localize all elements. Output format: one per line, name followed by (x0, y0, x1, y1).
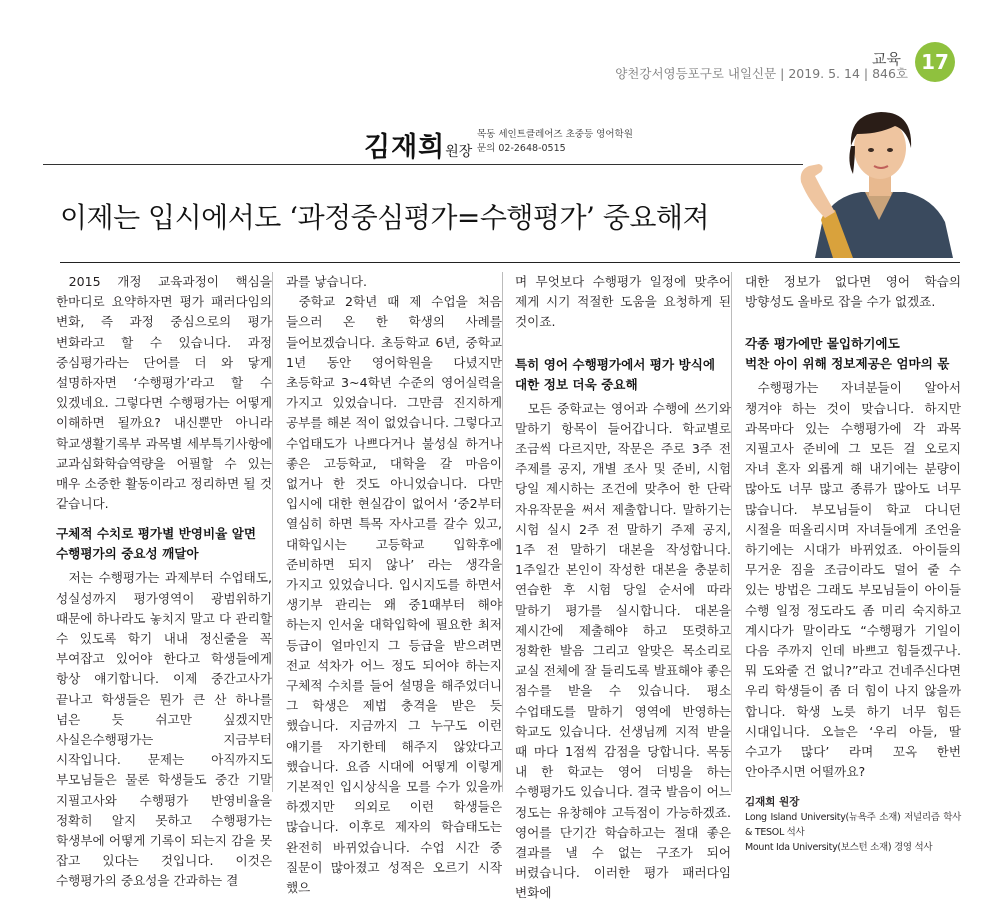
paragraph: 수행평가는 자녀분들이 알아서 챙겨야 하는 것이 맞습니다. 하지만 과목마다 있는 수행평가에 각 과목 지필고사 준비에 그 모든 걸 오로지 자녀 혼자 외롭게 해 내기에는 분량이 많아도 너무 많고 종류가 많아도 너무 많습니다. 부모님들이 학교 다니던 시절을 떠올리시며 자녀들에게 조언을 하기에는 시대가 바뀌었죠. 아이들의 무거운 짐을 조금이라도 덜어 줄 수 있는 방법은 그래도 부모님들이 아이들 수행 일정 정도라도 좀 미리 숙지하고 계시다가 말이라도 “수행평가 기일이 다음 주까지 인데 바쁘고 힘들겠구나. 뭐 도와줄 건 없니?”라고 건네주신다면 우리 학생들이 좀 더 힘이 나지 않을까 합니다. 학생 노릇 하기 너무 힘든 시대입니다. 오늘은 ‘우리 아들, 딸 수고가 많다’ 라며 꼬옥 한번 안아주시면 어떨까요? (745, 380, 961, 780)
paragraph: 모든 중학교는 영어과 수행에 쓰기와 말하기 항목이 들어갑니다. 학교별로 조금씩 다르지만, 작문은 주로 3주 전 주제를 공지, 개별 조사 및 준비, 시험 당일 제시하는 조건에 맞추어 한 단락 자유작문을 써서 제출합니다. 말하기는 시험 실시 2주 전 말하기 주제 공지, 1주 전 말하기 대본을 작성합니다. 1주일간 본인이 작성한 대본을 충분히 연습한 후 시험 당일 순서에 따라 말하기 평가를 실시합니다. 대본을 제시간에 제출해야 하고 또렷하고 정확한 발음 그리고 알맞은 목소리로 교실 전체에 잘 들리도록 발표해야 좋은 점수를 받을 수 있습니다. 평소 수업태도를 말하기 영역에 반영하는 학교도 있습니다. 선생님께 지적 받을 때 마다 1점씩 감점을 당합니다. 목동 내 한 학교는 영어 더빙을 하는 수행평가도 있습니다. 결국 발음이 어느 정도는 유창해야 고득점이 가능하겠죠. 영어를 단기간 학습하고는 절대 좋은 결과를 낼 수 없는 구조가 되어 버렸습니다. 이러한 평가 패러다임 변화에 (515, 400, 731, 901)
subheading-line: 대한 정보 더욱 중요해 (515, 376, 638, 392)
paragraph: 과를 낳습니다. (286, 274, 367, 289)
column-separator (272, 272, 273, 792)
subheading-line: 벅찬 아이 위해 정보제공은 엄마의 몫 (745, 356, 950, 372)
subheading (745, 334, 961, 374)
page-number-badge: 17 (915, 42, 955, 82)
subheading-line: 구체적 수치로 평가별 반영비율 알면 (56, 526, 257, 542)
paragraph: 대한 정보가 없다면 영어 학습의 방향성도 올바로 잡을 수가 없겠죠. (745, 274, 961, 310)
subheading (515, 355, 731, 395)
author-academy: 목동 세인트클레어즈 초중등 영어학원 (477, 129, 633, 140)
subheading (56, 524, 272, 564)
subheading-line: 수행평가의 중요성 깨달아 (56, 546, 199, 562)
section-label: 교육 (872, 50, 901, 68)
subheading-line: 각종 평가에만 몰입하기에도 (745, 336, 900, 352)
column-separator (731, 272, 732, 792)
author-role: 원장 (445, 144, 473, 160)
paragraph: 저는 수행평가는 과제부터 수업태도, 성실성까지 평가영역이 광범위하기 때문에 하나라도 놓치지 말고 다 관리할 수 있도록 학기 내내 정신줄을 꼭 부여잡고 있어야 한다고 학생들에게 항상 얘기합니다. 이제 중간고사가 끝나고 학생들은 뭔가 큰 산 하나를 넘은 듯 쉬고만 싶겠지만 사실은수행평가는 지금부터 시작입니다. 문제는 아직까지도 부모님들은 물론 학생들도 중간 기말 지필고사와 수행평가 반영비율을 정확히 알지 못하고 수행평가는 학생부에 어떻게 기록이 되는지 감을 못 잡고 있다는 것입니다. 이것은 수행평가의 중요성을 간과하는 결 (56, 570, 272, 889)
author-info (477, 128, 633, 156)
subheading-line: 특히 영어 수행평가에서 평가 방식에 (515, 356, 716, 372)
author-portrait-icon (795, 100, 960, 258)
author-contact: 문의 02-2648-0515 (477, 143, 566, 154)
article-column-3 (515, 272, 731, 904)
signature-credential: Long Island University(뉴욕주 소재) 저널리즘 학사 & TESOL 석사 (745, 812, 961, 839)
paragraph: 중학교 2학년 때 제 수업을 처음 들으러 온 한 학생의 사례를 들어보겠습니다. 초등학교 6년, 중학교 1년 동안 영어학원을 다녔지만 초등학교 3~4학년 수준의 영어실력을 가지고 있었습니다. 그만큼 진지하게 공부를 해본 적이 없었습니다. 그렇다고 수업태도가 나쁘다거나 불성실 하거나 좋은 고등학교, 대학을 갈 마음이 없거나 한 것도 아니었습니다. 다만 입시에 대한 현실감이 없어서 ‘중2부터 열심히 하면 특목 자사고를 갈수 있고, 대학입시는 고등학교 입학후에 준비하면 되지 않나’ 라는 생각을 가지고 있었습니다. 입시지도를 하면서 생기부 관리는 왜 중1때부터 해야 하는지 인서울 대학입학에 필요한 최저 등급이 얼마인지 그 등급을 받으려면 전교 석차가 어느 정도 되어야 하는지 구체적 수치를 들어 설명을 해주었더니 그 학생은 제법 충격을 받은 듯 했습니다. 지금까지 그 누구도 이런 얘기를 자기한테 해주지 않았다고 했습니다. 요즘 시대에 어떻게 이렇게 기본적인 입시상식을 모를 수가 있을까 하겠지만 의외로 이런 학생들은 많습니다. 이후로 제자의 학습태도는 완전히 바뀌었습니다. 수업 시간 중 질문이 많아졌고 성적은 오르기 시작 했으 (286, 294, 502, 896)
article-rule (60, 262, 960, 263)
signature-credential: Mount Ida University(보스턴 소재) 경영 석사 (745, 842, 933, 854)
column-separator (502, 272, 503, 792)
author-name (364, 125, 472, 164)
article-column-2 (286, 272, 502, 898)
article-column-1 (56, 272, 272, 892)
issue-meta: 양천강서영등포구로 내일신문 | 2019. 5. 14 | 846호 (615, 66, 908, 81)
paragraph: 며 무엇보다 수행평가 일정에 맞추어 제게 시기 적절한 도움을 요청하게 된 것이죠. (515, 274, 731, 330)
paragraph: 2015 개정 교육과정이 핵심을 한마디로 요약하자면 평가 패러다임의 변화, 즉 과정 중심으로의 평가 변화라고 할 수 있습니다. 과정 중심평가라는 단어를 더 와 닿게 설명하자면 ‘수행평가’라고 할 수 있겠네요. 그렇다면 수행평가는 어떻게 이해하면 될까요? 내신뿐만 아니라 학교생활기록부 과목별 세부특기사항에 교과심화학습역량을 어필할 수 있는 매우 소중한 활동이라고 정리하면 될 것 같습니다. (56, 274, 272, 512)
author-name-text: 김재희 (364, 132, 446, 163)
article-column-4 (745, 272, 961, 855)
title-divider (43, 164, 803, 165)
headline: 이제는 입시에서도 ‘과정중심평가=수행평가’ 중요해져 (60, 201, 710, 234)
signature-name: 김재희 원장 (745, 796, 800, 809)
